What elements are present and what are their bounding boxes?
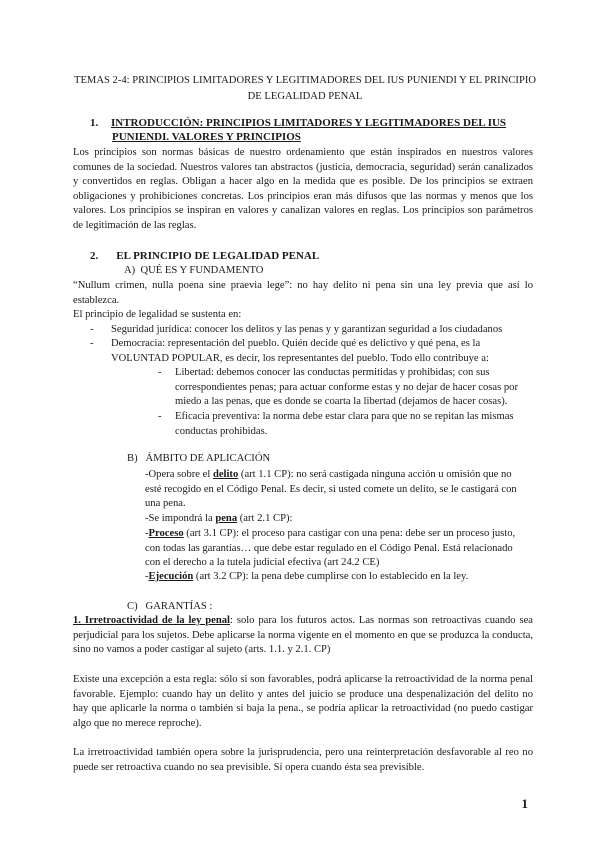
delito-keyword: delito bbox=[212, 469, 239, 480]
bullet-democracia bbox=[90, 337, 530, 366]
ambito-text: (art 3.2 CP): la pena debe cumplirse con lo establecido en la ley. bbox=[193, 571, 469, 582]
subbullet-eficacia bbox=[158, 410, 530, 439]
subbullet-libertad bbox=[158, 366, 530, 410]
sustenta-intro: El principio de legalidad se sustenta en: bbox=[73, 309, 242, 320]
subsection-b-letter: B) bbox=[127, 453, 138, 464]
jurisprudencia-paragraph: La irretroactividad también opera sobre la jurisprudencia, pero una reinterpretación desfavorable al reo no puede ser retroactiva cuando no sea previsible. Sí opera cuando ésta sea previsible. bbox=[73, 747, 533, 773]
section-1-title: INTRODUCCIÓN: PRINCIPIOS LIMITADORES Y LEGITIMADORES DEL IUS PUNIENDI. VALORES Y PRINCIPIOS bbox=[111, 117, 507, 143]
section-1-body: Los principios son normas básicas de nuestro ordenamiento que están inspirados en nuestros valores comunes de la sociedad. Nuestros valores tan abstractos (justicia, democracia, seguridad) serán canalizados y convertidos en reglas. Obligan a hacer algo en la medida que es posible. De los principios se extraen obligaciones y prohibiciones concretas. Los principios eran más difusos que las normas y menos que los valores. Los principios se inspiran en valores y canalizan valores en reglas. Los principios son parámetros de legitimación de las reglas. bbox=[73, 147, 533, 231]
section-2-heading bbox=[90, 249, 319, 264]
bullet-text: Seguridad jurídica: conocer los delitos y las penas y y garantizan seguridad a los ciudadanos bbox=[111, 324, 503, 335]
bullet-dash: - bbox=[90, 324, 94, 335]
subbullet-text: Eficacia preventiva: la norma debe estar clara para que no se repitan las mismas conductas prohibidas. bbox=[175, 411, 514, 437]
section-2-number: 2. bbox=[90, 250, 99, 262]
ambito-text: (art 3.1 CP): el proceso para castigar con una pena: debe ser un proceso justo, con todas las garantías… que debe estar regulado en el Código Penal. Está relacionado con el derecho a la tutela judicial efectiva (art 24.2 CE) bbox=[145, 528, 516, 569]
ambito-text: -Opera sobre el bbox=[145, 469, 213, 480]
subsection-c-heading bbox=[127, 600, 212, 615]
subbullet-dash: - bbox=[158, 411, 162, 422]
ambito-text: - bbox=[145, 571, 149, 582]
ejecucion-keyword: Ejecución bbox=[148, 571, 194, 582]
document-title: TEMAS 2-4: PRINCIPIOS LIMITADORES Y LEGITIMADORES DEL IUS PUNIENDI Y EL PRINCIPIO DE LEGALIDAD PENAL bbox=[73, 75, 537, 102]
excepcion-paragraph: Existe una excepción a esta regla: sólo si son favorables, podrá aplicarse la retroactividad de la norma penal favorable. Ejemplo: cuando hay un delito y antes del juicio se produce una despenalización del delito no hay que aplicarle la norma o también si baja la pena., se podría aplicar la retroactividad (no puedo castigar algo que no merece reproche). bbox=[73, 674, 533, 729]
page-number: 1 bbox=[521, 796, 528, 811]
ambito-text: (art 1.1 CP): no será castigada ninguna acción u omisión que no esté recogido en el Código Penal. Es decir, si usted comete un delito, se le castigará con una pena. bbox=[145, 469, 517, 510]
subsection-b-label: ÁMBITO DE APLICACIÓN bbox=[145, 453, 271, 464]
ambito-text: -Se impondrá la bbox=[145, 513, 216, 524]
bullet-seguridad bbox=[90, 323, 530, 338]
ambito-pena bbox=[145, 512, 530, 527]
section-1-number: 1. bbox=[90, 117, 99, 129]
ambito-text: (art 2.1 CP): bbox=[237, 513, 293, 524]
ambito-delito bbox=[145, 468, 530, 512]
proceso-keyword: Proceso bbox=[148, 528, 184, 539]
subsection-a-label: QUÉ ES Y FUNDAMENTO bbox=[140, 265, 264, 276]
subsection-a-heading bbox=[124, 264, 263, 279]
irretroactividad-keyword: 1. Irretroactividad de la ley penal bbox=[73, 615, 230, 626]
ambito-ejecucion bbox=[145, 570, 530, 585]
ambito-text: - bbox=[145, 528, 149, 539]
subbullet-text: Libertad: debemos conocer las conductas permitidas y prohibidas; con sus correspondientes penas; para actuar conforme estas y no dejar de hacer cosas por miedo a las penas, que es donde se coarta la libertad (dejamos de hacer cosas). bbox=[175, 367, 518, 408]
garantias-text: : solo para los futuros actos. Las normas son retroactivas cuando sea perjudicial para los sujetos. Debe aplicarse la norma vigente en el momento en que se produzca la conducta, sino no vamos a poder castigar al sujeto (arts. 1.1. y 2.1. CP) bbox=[73, 615, 533, 656]
subsection-c-label: GARANTÍAS : bbox=[145, 601, 213, 612]
nullum-crimen-quote: “Nullum crimen, nulla poena sine praevia lege”: no hay delito ni pena sin una ley previa que así lo establezca. bbox=[73, 280, 533, 306]
bullet-text: Democracia: representación del pueblo. Quién decide qué es delictivo y qué pena, es la VOLUNTAD POPULAR, es decir, los representantes del pueblo. Todo ello contribuye a: bbox=[111, 338, 489, 364]
subsection-b-heading bbox=[127, 452, 270, 467]
section-2-title: EL PRINCIPIO DE LEGALIDAD PENAL bbox=[116, 250, 320, 262]
subsection-a-letter: A) bbox=[124, 265, 136, 276]
section-1-heading bbox=[90, 116, 550, 144]
pena-keyword: pena bbox=[215, 513, 238, 524]
subsection-c-letter: C) bbox=[127, 601, 138, 612]
ambito-proceso bbox=[145, 527, 530, 571]
bullet-dash: - bbox=[90, 338, 94, 349]
subbullet-dash: - bbox=[158, 367, 162, 378]
garantias-irretroactividad bbox=[73, 614, 533, 658]
